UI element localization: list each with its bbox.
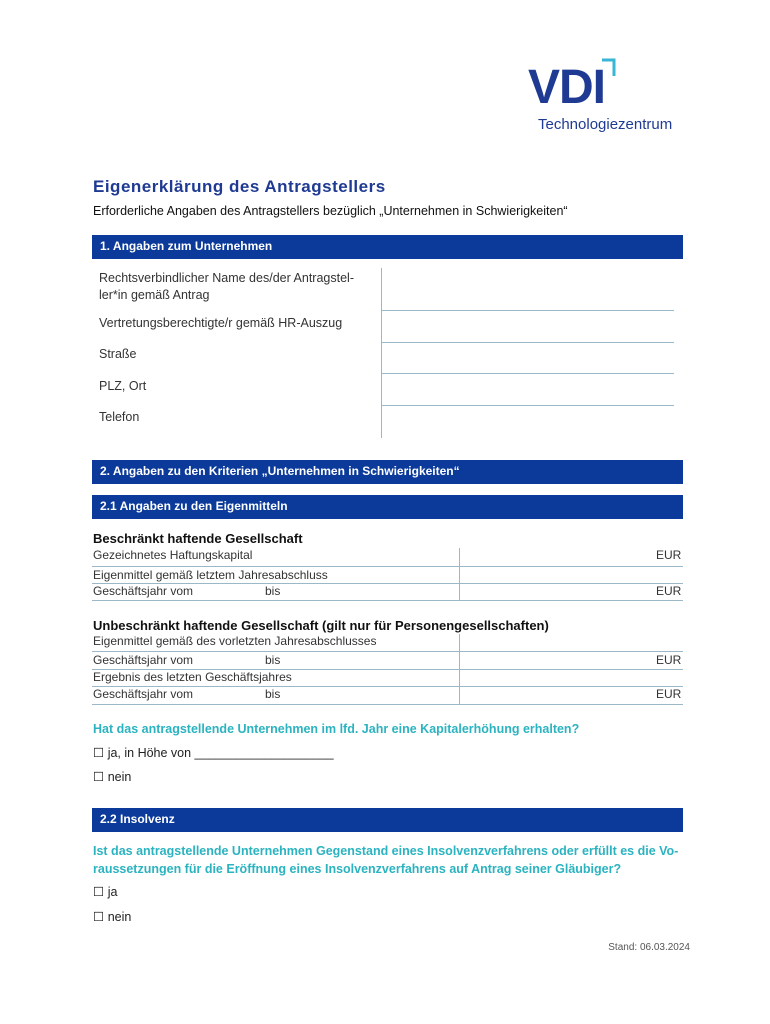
page-subtitle: Erforderliche Angaben des Antragstellers bezüglich „Unternehmen in Schwierigkeiten“ [93,204,568,218]
representative-field[interactable] [384,312,672,341]
insolvency-question-line-1: Ist das antragstellende Unternehmen Gegenstand eines Insolvenzverfahrens oder erfüllt es die Vo- [93,844,679,858]
eur-unit: EUR [656,584,682,598]
limited-company-heading: Beschränkt haftende Gesellschaft [93,531,303,546]
last-year-result-label: Ergebnis des letzten Geschäftsjahres [93,670,292,684]
unlimited-company-heading: Unbeschränkt haftende Gesellschaft (gilt nur für Personengesellschaften) [93,618,549,633]
insolvency-no-label: nein [107,910,132,924]
capital-no-option[interactable] [93,769,131,784]
checkbox-icon[interactable]: ☐ [93,770,105,784]
field-line [381,310,674,311]
checkbox-icon[interactable]: ☐ [93,910,105,924]
section-1-divider [381,268,382,438]
subscribed-capital-label: Gezeichnetes Haftungskapital [93,548,253,562]
insolvency-no-option[interactable] [93,909,131,924]
checkbox-icon[interactable]: ☐ [93,885,105,899]
field-label-name-1: Rechtsverbindlicher Name des/der Antragstel- [99,271,354,285]
fiscal-year-from-label: Geschäftsjahr vom [93,653,194,667]
insolvency-question-line-2: raussetzungen für die Eröffnung eines Insolvenzverfahrens auf Antrag seiner Gläubiger? [93,862,622,876]
equity-penultimate-field[interactable] [462,634,652,649]
eur-unit: EUR [656,653,682,667]
fiscal-year-from-label: Geschäftsjahr vom [93,687,194,701]
field-label-representative: Vertretungsberechtigte/r gemäß HR-Auszug [99,316,343,330]
row-line [92,704,683,705]
eur-unit: EUR [656,548,682,562]
row-line [92,566,683,567]
phone-field[interactable] [384,407,672,437]
section-2-1-header: 2.1 Angaben zu den Eigenmitteln [92,495,683,519]
fiscal-year-to-label: bis [265,687,281,701]
field-label-street: Straße [99,347,137,361]
last-year-result-field[interactable] [462,670,652,685]
equity-last-statement-field[interactable] [462,568,652,582]
equity-penultimate-label: Eigenmittel gemäß des vorletzten Jahresabschlusses [93,634,377,648]
subscribed-capital-field[interactable] [462,548,652,564]
field-label-zip-city: PLZ, Ort [99,379,147,393]
field-label-name-2: ler*in gemäß Antrag [99,288,210,302]
row-line [92,600,683,601]
checkbox-icon[interactable]: ☐ [93,746,105,760]
logo-corner-mark-icon [600,58,616,78]
fiscal-year-to-label: bis [265,653,281,667]
section-2-header: 2. Angaben zu den Kriterien „Unternehmen in Schwierigkeiten“ [92,460,683,484]
company-name-field[interactable] [384,271,672,309]
insolvency-yes-label: ja [107,885,118,899]
limited-table-divider [459,548,460,600]
eur-unit: EUR [656,687,682,701]
capital-yes-label: ja, in Höhe von ____________________ [107,746,334,760]
insolvency-yes-option[interactable] [93,884,117,899]
fiscal-year-from-label: Geschäftsjahr vom [93,584,194,598]
street-field[interactable] [384,344,672,372]
logo-tagline: Technologiezentrum [538,116,673,133]
document-date: Stand: 06.03.2024 [608,942,690,953]
fiscal-year-to-label: bis [265,584,281,598]
field-line [381,342,674,343]
capital-yes-option[interactable] [93,745,334,760]
field-label-phone: Telefon [99,410,140,424]
row-line [92,651,683,652]
field-line [381,405,674,406]
page-title: Eigenerklärung des Antragstellers [93,177,386,196]
zip-city-field[interactable] [384,375,672,404]
equity-last-statement-label: Eigenmittel gemäß letztem Jahresabschluss [93,568,328,582]
section-1-header: 1. Angaben zum Unternehmen [92,235,683,259]
field-line [381,373,674,374]
capital-increase-question: Hat das antragstellende Unternehmen im lfd. Jahr eine Kapitalerhöhung erhalten? [93,722,580,736]
capital-no-label: nein [107,770,132,784]
vdi-logo: VDI [528,61,606,114]
section-2-2-header: 2.2 Insolvenz [92,808,683,832]
